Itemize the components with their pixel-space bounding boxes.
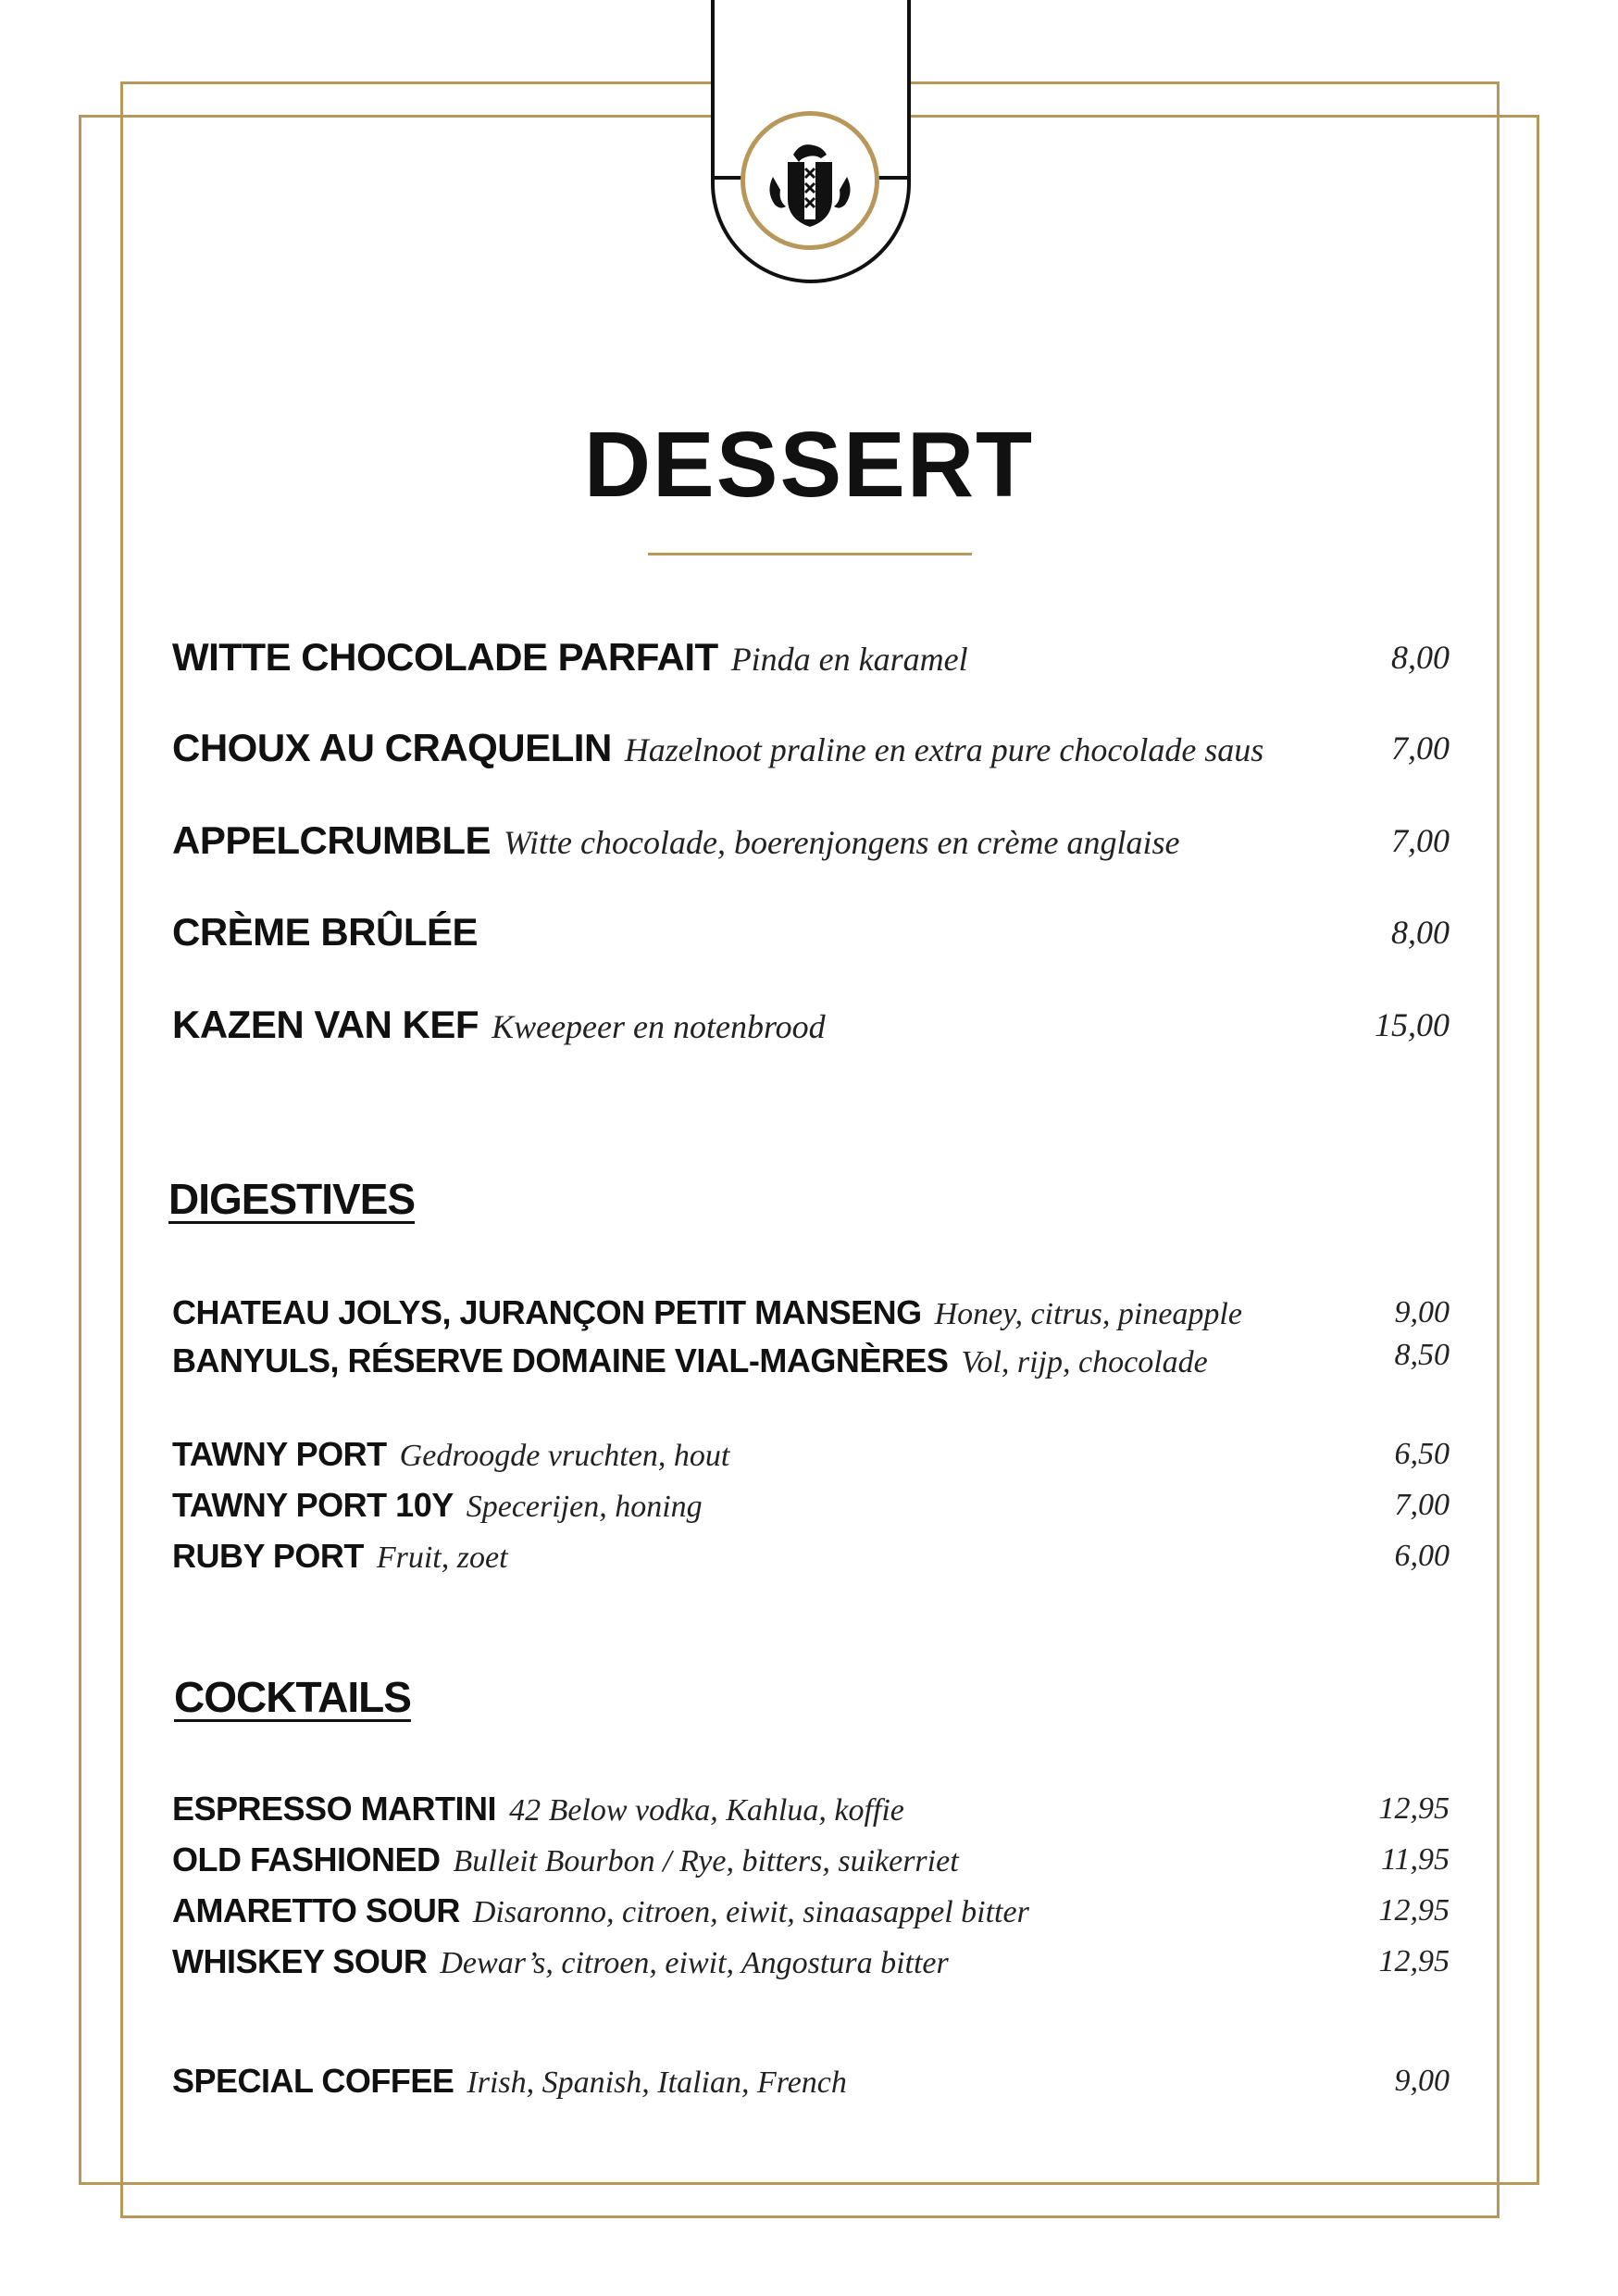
item-price: 7,00 xyxy=(1394,1488,1450,1522)
menu-item xyxy=(172,2057,1450,2113)
item-price: 15,00 xyxy=(1375,1006,1450,1043)
item-price: 9,00 xyxy=(1394,2064,1450,2098)
menu-item xyxy=(172,1785,1450,1841)
item-name: RUBY PORT xyxy=(172,1537,364,1575)
item-name: CHATEAU JOLYS, JURANÇON PETIT MANSENG xyxy=(172,1293,922,1331)
item-name: AMARETTO SOUR xyxy=(172,1891,460,1929)
item-description: Witte chocolade, boerenjongens en crème anglaise xyxy=(504,824,1180,861)
menu-item xyxy=(172,720,1450,776)
item-name: TAWNY PORT xyxy=(172,1435,387,1473)
item-description: Gedroogde vruchten, hout xyxy=(399,1439,730,1473)
item-name: WHISKEY SOUR xyxy=(172,1942,428,1980)
item-price: 11,95 xyxy=(1381,1842,1450,1877)
item-name: APPELCRUMBLE xyxy=(172,818,492,862)
item-name: ESPRESSO MARTINI xyxy=(172,1790,497,1828)
item-description: Specerijen, honing xyxy=(466,1490,703,1524)
item-name: TAWNY PORT 10Y xyxy=(172,1486,454,1524)
item-description: Bulleit Bourbon / Rye, bitters, suikerriet xyxy=(453,1844,959,1878)
item-description: Vol, rijp, chocolade xyxy=(961,1345,1208,1379)
item-price: 8,00 xyxy=(1391,914,1450,951)
menu-item xyxy=(172,1337,1450,1392)
menu-item xyxy=(172,630,1450,685)
menu-item xyxy=(172,813,1450,868)
menu-item xyxy=(172,1289,1450,1344)
page-title: DESSERT xyxy=(583,413,1035,517)
item-description: Honey, citrus, pineapple xyxy=(934,1297,1242,1331)
menu-item xyxy=(172,1430,1450,1486)
item-description: Disaronno, citroen, eiwit, sinaasappel bitter xyxy=(472,1895,1029,1929)
item-description: Irish, Spanish, Italian, French xyxy=(467,2065,847,2100)
item-price: 7,00 xyxy=(1391,730,1450,767)
section-heading-cocktails: COCKTAILS xyxy=(174,1673,411,1721)
item-description: Pinda en karamel xyxy=(730,641,968,678)
item-price: 12,95 xyxy=(1378,1791,1450,1826)
item-name: CHOUX AU CRAQUELIN xyxy=(172,726,612,769)
amsterdam-coat-of-arms-icon xyxy=(741,111,879,250)
item-name: CRÈME BRÛLÉE xyxy=(172,910,479,954)
item-price: 7,00 xyxy=(1391,822,1450,859)
item-price: 8,50 xyxy=(1394,1338,1450,1372)
item-description: Dewar’s, citroen, eiwit, Angostura bitter xyxy=(440,1946,949,1980)
menu-item xyxy=(172,1532,1450,1588)
section-heading-digestives: DIGESTIVES xyxy=(168,1175,416,1223)
menu-item xyxy=(172,905,1450,960)
item-price: 12,95 xyxy=(1378,1893,1450,1928)
menu-item xyxy=(172,1836,1450,1891)
item-name: SPECIAL COFFEE xyxy=(172,2062,454,2100)
menu-item xyxy=(172,1938,1450,1993)
item-description: 42 Below vodka, Kahlua, koffie xyxy=(509,1793,904,1828)
menu-item xyxy=(172,1887,1450,1942)
menu-item xyxy=(172,997,1450,1053)
menu-item xyxy=(172,1481,1450,1537)
item-name: WITTE CHOCOLADE PARFAIT xyxy=(172,635,718,679)
item-description: Hazelnoot praline en extra pure chocolade saus xyxy=(624,731,1264,768)
item-name: BANYULS, RÉSERVE DOMAINE VIAL-MAGNÈRES xyxy=(172,1341,949,1379)
item-name: KAZEN VAN KEF xyxy=(172,1003,479,1046)
item-price: 6,50 xyxy=(1394,1437,1450,1471)
item-price: 8,00 xyxy=(1391,639,1450,676)
item-description: Kweepeer en notenbrood xyxy=(492,1008,826,1045)
item-name: OLD FASHIONED xyxy=(172,1841,441,1878)
item-price: 12,95 xyxy=(1378,1944,1450,1978)
item-price: 6,00 xyxy=(1394,1539,1450,1573)
item-description: Fruit, zoet xyxy=(376,1541,508,1575)
title-divider xyxy=(648,553,972,555)
item-price: 9,00 xyxy=(1394,1295,1450,1329)
